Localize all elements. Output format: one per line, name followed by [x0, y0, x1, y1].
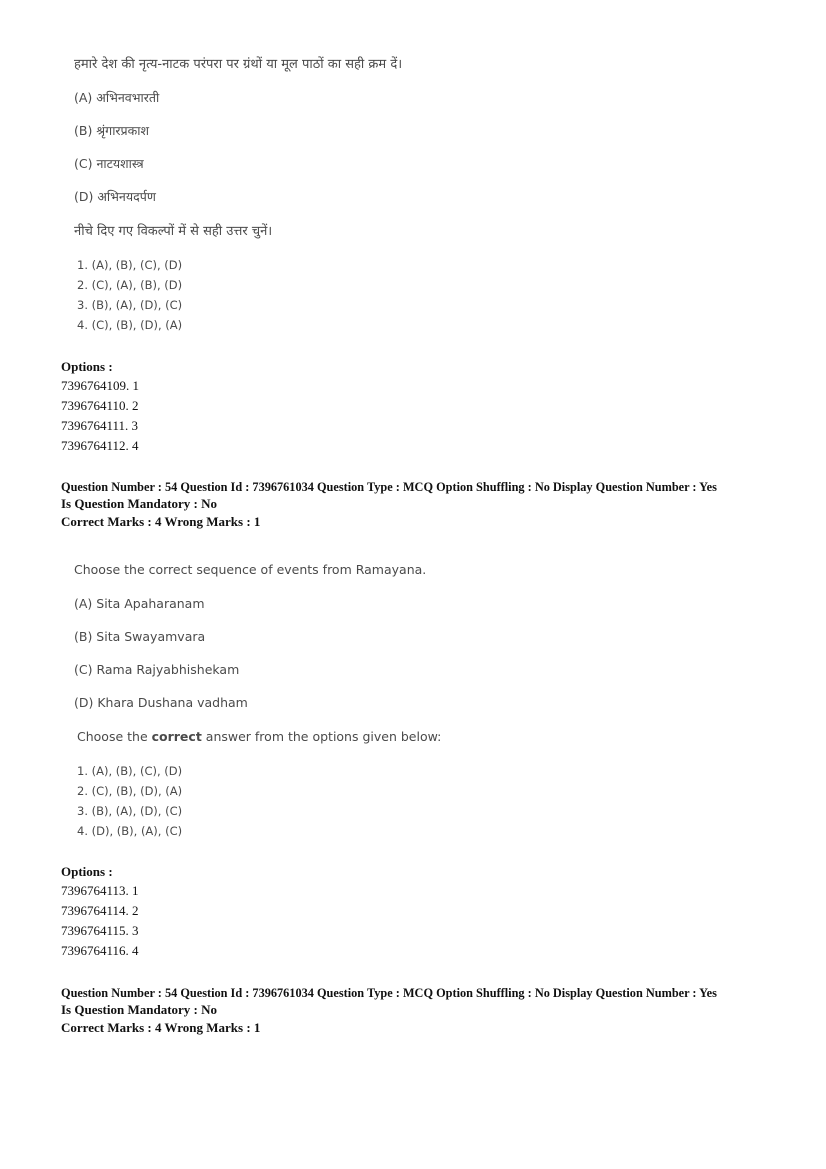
option-id-line: 7396764115. 3 — [61, 923, 139, 938]
question-meta-line: Question Number : 54 Question Id : 7396761034 Question Type : MCQ Option Shuffling : No Display Question Number : Yes — [61, 480, 717, 494]
instruction-text: answer from the options given below: — [201, 729, 442, 744]
question-a-item: (C) नाटयशास्त्र — [74, 156, 144, 171]
question-b-item: (B) Sita Swayamvara — [74, 629, 206, 644]
option-id-line: 7396764110. 2 — [61, 398, 139, 413]
options-heading: Options : — [61, 864, 113, 879]
question-marks: Correct Marks : 4 Wrong Marks : 1 — [61, 1020, 261, 1035]
question-a-item: (B) श्रृंगारप्रकाश — [74, 123, 149, 138]
question-b-instruction — [77, 729, 441, 744]
question-a-item: (D) अभिनयदर्पण — [74, 189, 156, 204]
option-id-line: 7396764116. 4 — [61, 943, 139, 958]
question-a-prompt: हमारे देश की नृत्य-नाटक परंपरा पर ग्रंथों या मूल पाठों का सही क्रम दें। — [74, 57, 403, 72]
choice-line: 3. (B), (A), (D), (C) — [77, 298, 183, 312]
question-b-prompt: Choose the correct sequence of events from Ramayana. — [74, 562, 427, 577]
question-mandatory: Is Question Mandatory : No — [61, 496, 218, 511]
question-a-item: (A) अभिनवभारती — [74, 90, 160, 105]
question-b-item: (C) Rama Rajyabhishekam — [74, 662, 240, 677]
question-meta-line: Question Number : 54 Question Id : 7396761034 Question Type : MCQ Option Shuffling : No Display Question Number : Yes — [61, 986, 717, 1000]
choice-line: 2. (C), (B), (D), (A) — [77, 784, 183, 798]
option-id-line: 7396764113. 1 — [61, 883, 139, 898]
choice-line: 4. (D), (B), (A), (C) — [77, 824, 183, 838]
question-a-instruction: नीचे दिए गए विकल्पों में से सही उत्तर चुनें। — [74, 224, 273, 239]
instruction-bold: correct — [151, 729, 202, 744]
question-b-item: (A) Sita Apaharanam — [74, 596, 205, 611]
choice-line: 1. (A), (B), (C), (D) — [77, 258, 183, 272]
question-a-choices — [77, 255, 182, 335]
choice-line: 1. (A), (B), (C), (D) — [77, 764, 183, 778]
question-mandatory: Is Question Mandatory : No — [61, 1002, 218, 1017]
option-id-line: 7396764114. 2 — [61, 903, 139, 918]
choice-line: 2. (C), (A), (B), (D) — [77, 278, 183, 292]
question-marks: Correct Marks : 4 Wrong Marks : 1 — [61, 514, 261, 529]
option-id-line: 7396764111. 3 — [61, 418, 139, 433]
option-id-line: 7396764112. 4 — [61, 438, 139, 453]
question-b-item: (D) Khara Dushana vadham — [74, 695, 248, 710]
options-heading: Options : — [61, 359, 113, 374]
option-id-line: 7396764109. 1 — [61, 378, 139, 393]
question-b-choices — [77, 761, 182, 841]
choice-line: 4. (C), (B), (D), (A) — [77, 318, 183, 332]
instruction-text: Choose the — [77, 729, 152, 744]
choice-line: 3. (B), (A), (D), (C) — [77, 804, 183, 818]
